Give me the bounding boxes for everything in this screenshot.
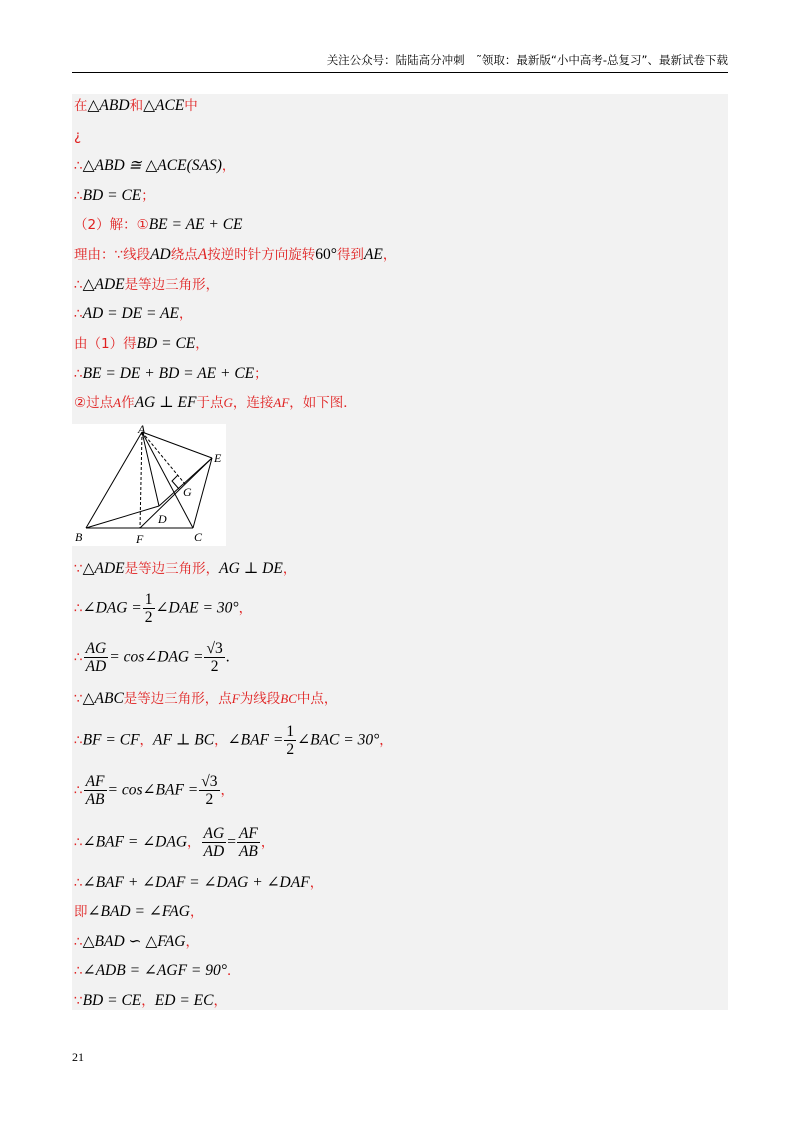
- text: ，: [139, 732, 154, 749]
- text: 是等边三角形，: [124, 561, 220, 577]
- line-15: [74, 687, 337, 710]
- line-9: [74, 332, 209, 355]
- math: ∠DAE = 30°: [155, 599, 239, 617]
- text: 作: [121, 395, 135, 411]
- line-7: [74, 273, 219, 296]
- math: ∠BAF + ∠DAF = ∠DAG + ∠DAF: [82, 874, 310, 891]
- text: ，: [179, 306, 193, 322]
- text: ，: [309, 875, 324, 891]
- math: △ABD ≅ △ACE(SAS): [82, 157, 222, 174]
- text: ∴: [74, 834, 83, 851]
- math: BD = CE: [136, 335, 196, 352]
- math: △BAD ∽ △FAG: [82, 933, 186, 950]
- math: ∠BAF = ∠DAG: [82, 833, 188, 851]
- text: ，: [260, 834, 275, 851]
- line-11: [74, 391, 357, 414]
- text: ，: [238, 600, 253, 617]
- text: ②过点: [74, 395, 114, 411]
- label-c: C: [194, 530, 203, 544]
- numerator: 1: [144, 591, 153, 608]
- numerator: √3: [201, 773, 218, 790]
- page-header: 关注公众号：陆陆高分冲刺 ˜领取：最新版“小中高考-总复习”、最新试卷下载: [72, 50, 728, 73]
- text: ∴: [74, 600, 83, 617]
- line-17: [74, 773, 234, 808]
- math: ∠BAD = ∠FAG: [87, 903, 190, 920]
- text: ∴: [74, 934, 83, 950]
- text: ∴: [74, 277, 83, 293]
- line-2: [74, 124, 81, 147]
- text: 中点，: [296, 691, 338, 707]
- math: = cos∠BAF =: [107, 781, 199, 799]
- fraction: [199, 773, 219, 808]
- denominator: AD: [85, 658, 107, 675]
- fraction: [143, 591, 155, 626]
- math: AF: [273, 395, 290, 410]
- denominator: AD: [203, 843, 225, 860]
- text: ，: [141, 993, 155, 1009]
- line-1: [74, 94, 198, 117]
- text: 理由：∵线段: [74, 247, 151, 263]
- text: 和: [129, 98, 144, 114]
- math: BE = DE + BD = AE + CE: [82, 365, 255, 382]
- math: A: [197, 246, 208, 263]
- text: ；: [254, 366, 268, 382]
- math: △ADE: [82, 276, 125, 293]
- text: （2）解：①: [74, 217, 149, 233]
- text: ．: [226, 963, 241, 979]
- text: ∴: [74, 188, 83, 204]
- numerator: AG: [203, 825, 225, 842]
- line-19: [74, 871, 323, 894]
- math: AE: [363, 246, 383, 263]
- math: BD = CE: [82, 992, 142, 1009]
- line-14: [74, 640, 230, 675]
- math: AD = DE = AE: [82, 305, 179, 322]
- fraction: [202, 825, 227, 860]
- text: ，: [282, 561, 297, 577]
- text: ，: [195, 336, 209, 352]
- text: 于点: [196, 395, 224, 411]
- text: ，: [221, 158, 236, 174]
- math: △ABC: [82, 690, 124, 707]
- fraction: [237, 825, 260, 860]
- math: BD = CE: [82, 187, 142, 204]
- math: G: [223, 395, 233, 410]
- line-10: [74, 362, 268, 385]
- text: 得到: [336, 247, 364, 263]
- text: ∵: [74, 993, 83, 1009]
- fraction: [84, 640, 109, 675]
- math: =: [227, 833, 236, 851]
- denominator: 2: [144, 609, 153, 626]
- math: ∠DAG =: [82, 599, 142, 617]
- line-4: [74, 184, 155, 207]
- math: △ABD: [87, 97, 130, 114]
- denominator: 2: [205, 791, 214, 808]
- text: 是等边三角形，点: [123, 691, 232, 707]
- text: ∴: [74, 732, 83, 749]
- line-12: [74, 557, 296, 580]
- text: ，: [382, 247, 397, 263]
- math: ED = EC: [154, 992, 214, 1009]
- text: ∴: [74, 963, 83, 979]
- math: AG ⊥ DE: [219, 560, 283, 577]
- numerator: AF: [238, 825, 258, 842]
- text: 按逆时针方向旋转: [207, 247, 316, 263]
- denominator: 2: [286, 741, 295, 758]
- geometry-figure: [72, 424, 226, 546]
- text: ∴: [74, 649, 83, 666]
- label-g: G: [183, 485, 192, 499]
- numerator: √3: [206, 640, 223, 657]
- text: 由（1）得: [74, 336, 137, 352]
- denominator: AB: [238, 843, 258, 860]
- figure-svg: [72, 424, 226, 546]
- text: 中: [184, 98, 198, 114]
- line-3: [74, 154, 235, 177]
- text: ∴: [74, 366, 83, 382]
- text: ∴: [74, 875, 83, 891]
- math: ∠BAC = 30°: [297, 731, 380, 749]
- text: ，: [220, 782, 235, 799]
- numerator: 1: [286, 723, 295, 740]
- text: 绕点: [170, 247, 198, 263]
- text: ∴: [74, 158, 83, 174]
- text: ∴: [74, 306, 83, 322]
- math: = cos∠DAG =: [109, 648, 204, 666]
- text: ，: [379, 732, 393, 749]
- line-5: [74, 213, 243, 236]
- math: AD: [150, 246, 171, 263]
- label-d: D: [158, 512, 167, 526]
- numerator: AG: [85, 640, 107, 657]
- math: ∠BAF =: [227, 731, 284, 749]
- text: ，: [187, 834, 201, 851]
- denominator: AB: [85, 791, 105, 808]
- line-8: [74, 302, 193, 325]
- math: BC: [280, 691, 297, 706]
- math: .: [225, 648, 230, 666]
- text: ，: [185, 934, 199, 950]
- text: ∵: [74, 561, 83, 577]
- text: ；: [141, 188, 155, 204]
- label-a: A: [138, 424, 146, 436]
- fraction: [84, 773, 107, 808]
- line-22: [74, 959, 240, 982]
- text: ，: [189, 904, 204, 920]
- solution-block: [72, 94, 728, 1010]
- line-23: [74, 989, 227, 1012]
- math: F: [231, 691, 240, 706]
- math: AF ⊥ BC: [153, 731, 215, 749]
- math: BE = AE + CE: [148, 216, 243, 233]
- text: 即: [74, 904, 88, 920]
- text: ¿: [74, 128, 82, 144]
- line-13: [74, 591, 252, 626]
- line-21: [74, 930, 199, 953]
- math: △ADE: [82, 560, 125, 577]
- line-18: [74, 825, 274, 860]
- math: △ACE: [143, 97, 185, 114]
- math: A: [113, 395, 122, 410]
- text: 为线段: [239, 691, 281, 707]
- text: ∴: [74, 782, 83, 799]
- text: 是等边三角形，: [124, 277, 220, 293]
- text: ，: [213, 993, 227, 1009]
- label-e: E: [214, 451, 222, 465]
- math: AG ⊥ EF: [134, 394, 197, 411]
- line-16: [74, 723, 393, 758]
- text: ，: [214, 732, 228, 749]
- text: 在: [74, 98, 88, 114]
- math: 60°: [315, 246, 337, 263]
- math: ∠ADB = ∠AGF = 90°: [82, 962, 227, 979]
- math: BF = CF: [82, 731, 140, 749]
- numerator: AF: [85, 773, 105, 790]
- line-20: [74, 900, 203, 923]
- text: ，连接: [232, 395, 274, 411]
- fraction: [284, 723, 296, 758]
- fraction: [204, 640, 224, 675]
- denominator: 2: [210, 658, 219, 675]
- text: ∵: [74, 691, 83, 707]
- line-6: [74, 243, 396, 266]
- text: ，如下图．: [289, 395, 357, 411]
- label-b: B: [75, 530, 83, 544]
- page-number: 21: [72, 1050, 84, 1064]
- label-f: F: [136, 532, 144, 546]
